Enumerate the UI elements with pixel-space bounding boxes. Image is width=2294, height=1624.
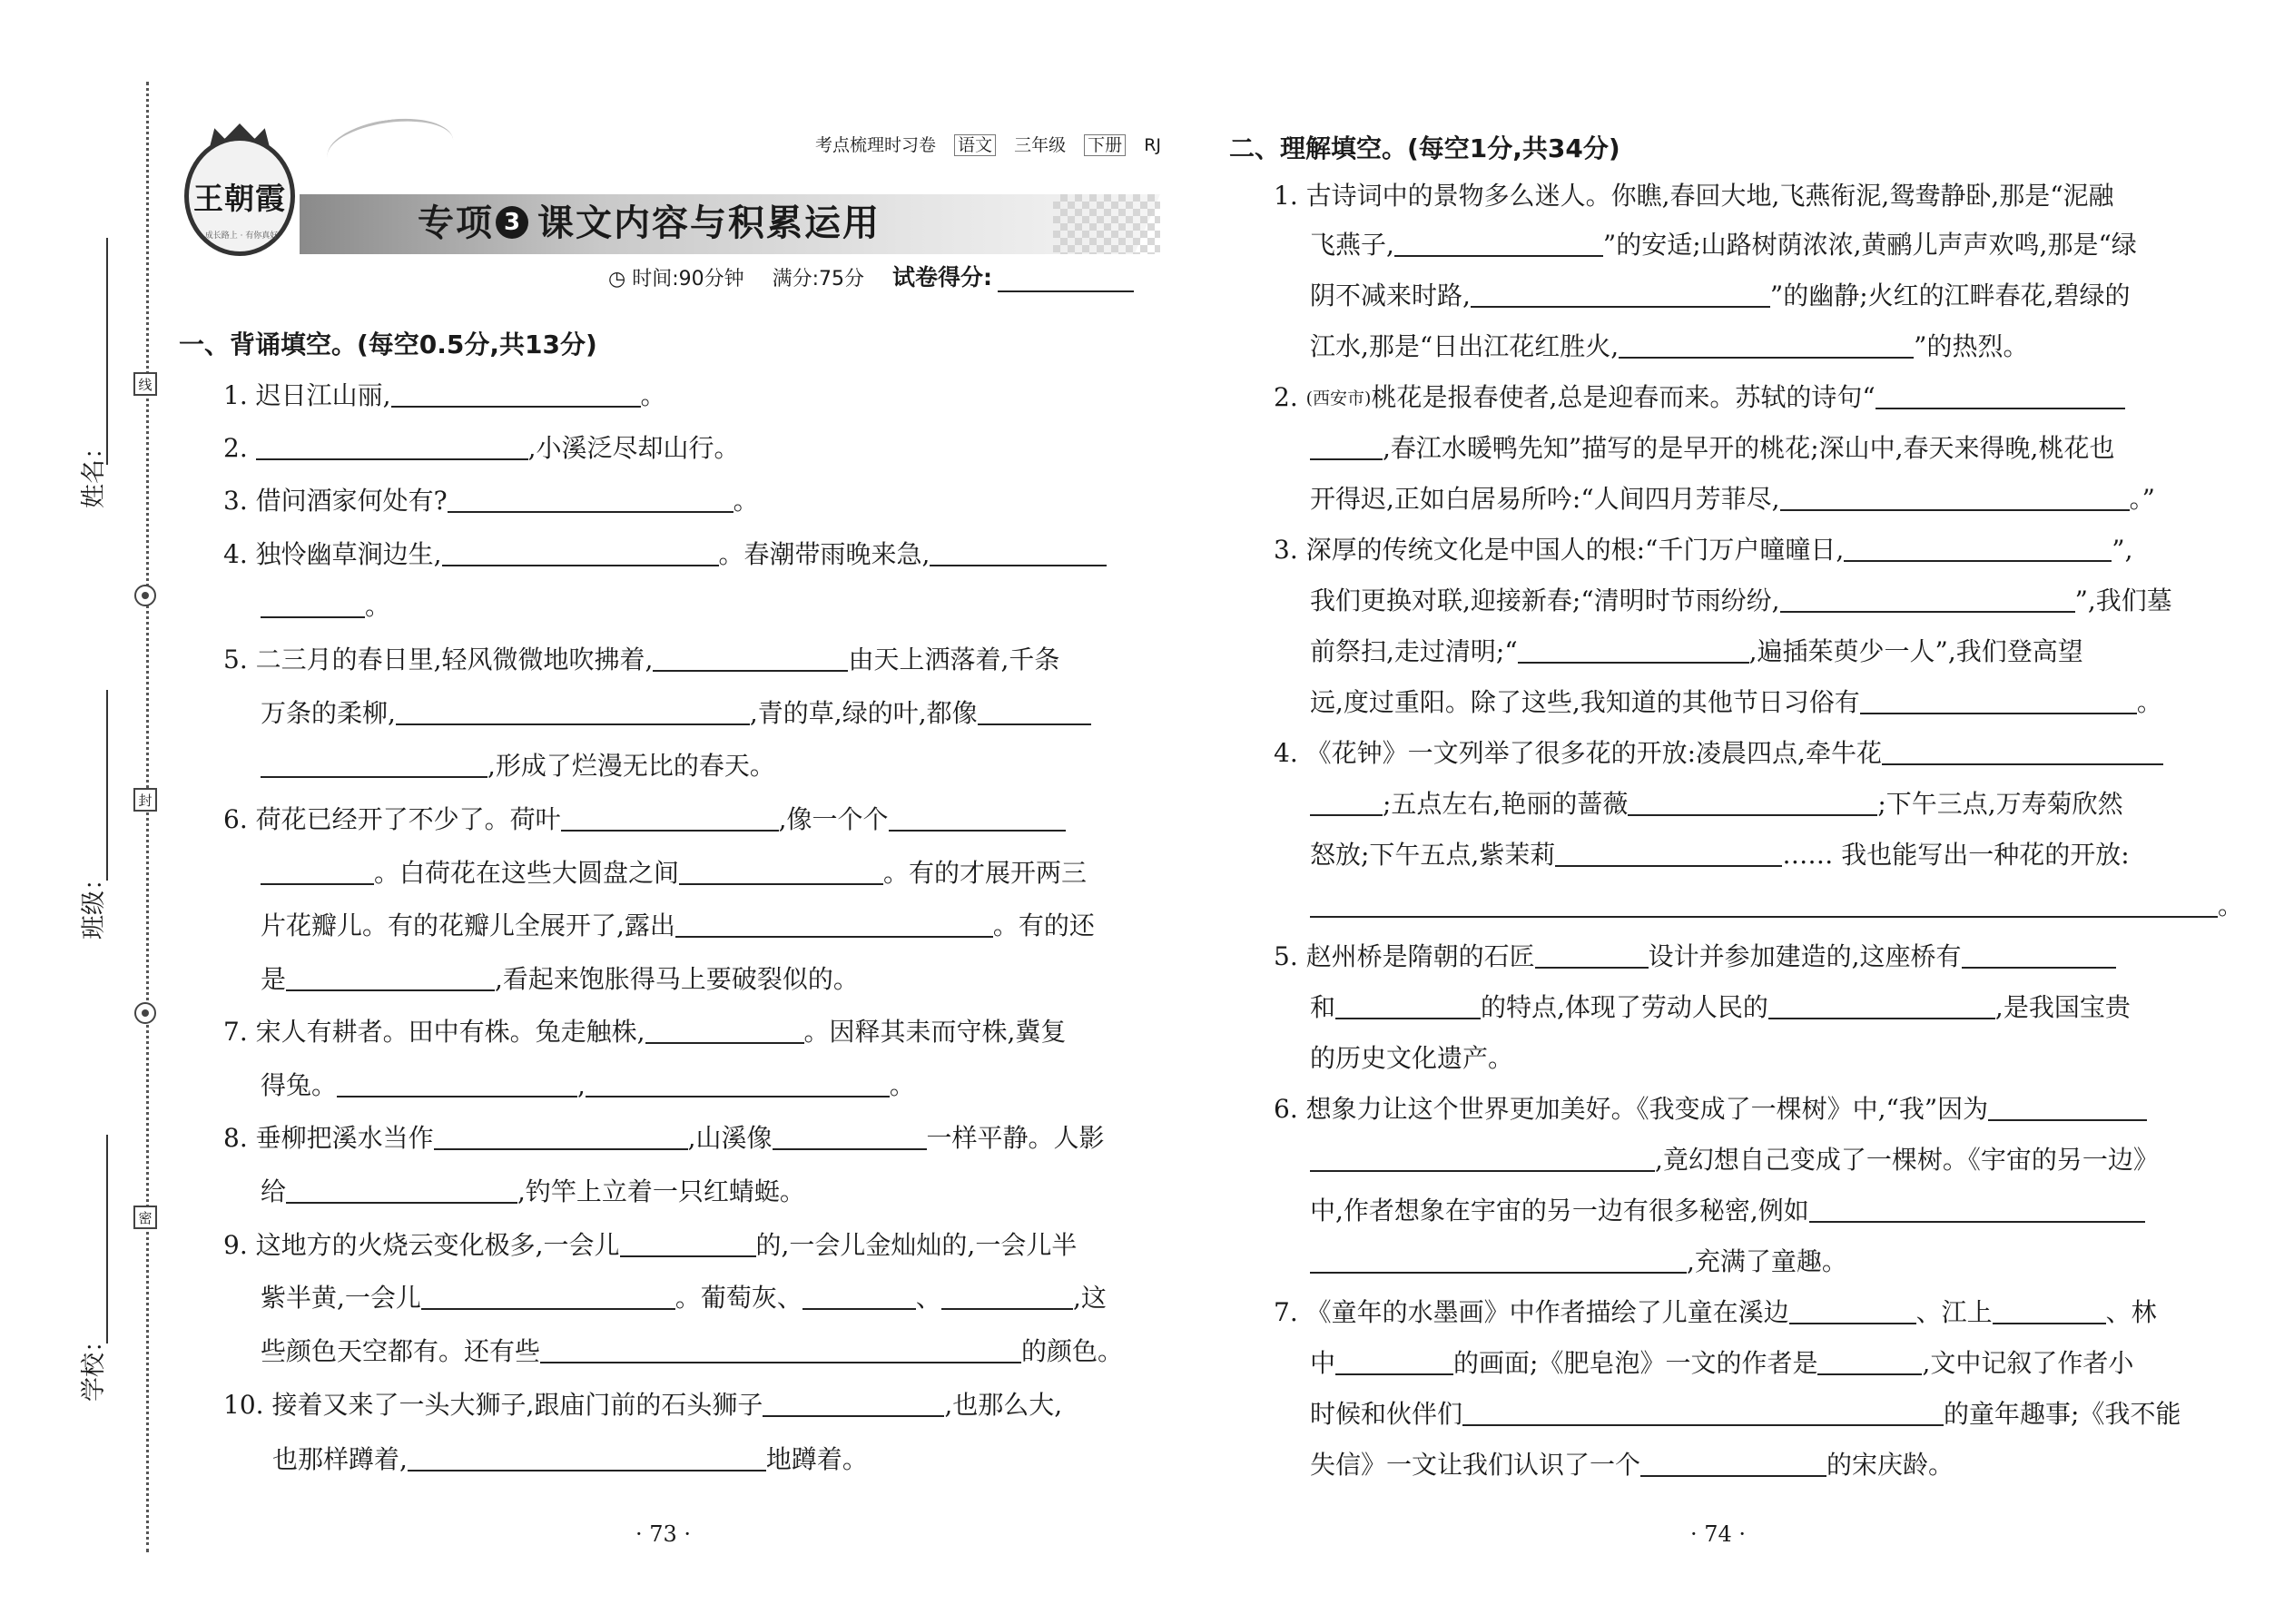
q-text: 独怜幽草涧边生, [255,539,442,569]
school-field[interactable] [106,1135,108,1343]
blank[interactable] [1962,941,2116,969]
question-2 [223,430,740,467]
question-r6 [1274,1091,2147,1127]
section-1-heading: 一、背诵填空。(每空0.5分,共13分) [179,330,597,359]
score-field[interactable] [998,269,1134,292]
q-number: 7. [1274,1297,1298,1327]
score-label: 试卷得分: [892,264,993,290]
blank[interactable] [978,698,1091,725]
question-r1-cont [1310,278,2131,314]
page-number-left: · 73 · [635,1521,692,1547]
q-text: ”的安适;山路树荫浓浓,黄鹂儿声声欢鸣,那是“绿 [1602,230,2137,260]
q-text: 。有的才展开两三 [883,858,1088,888]
question-r4-cont [1310,786,2123,822]
question-r7 [1274,1294,2157,1331]
blank[interactable] [1640,1450,1826,1477]
school-label: 学校： [80,1328,108,1402]
q-text: 时候和伙伴们 [1310,1399,1463,1429]
blank[interactable] [1471,281,1770,308]
q-number: 7. [223,1017,248,1047]
question-r3 [1274,532,2133,568]
binding-dotted-line [146,82,149,1552]
binding-mark-seal: 封 [133,788,157,812]
blank[interactable] [1518,636,1749,664]
question-r6-cont [1310,1193,2145,1229]
q-text: ,小溪泛尽却山行。 [527,433,740,463]
q-text: ,钓竿上立着一只红蜻蜓。 [517,1176,805,1206]
tag-edition: RJ [1144,135,1161,155]
q-text: ”的热烈。 [1914,331,2029,361]
blank[interactable] [408,1444,766,1471]
q-number: 4. [223,539,248,569]
blank[interactable] [773,1123,927,1150]
blank[interactable] [1335,1348,1453,1375]
question-r5-cont [1310,989,2131,1026]
q-number: 2. [1274,382,1298,412]
q-text: , [577,1070,586,1100]
question-7 [223,1014,1066,1050]
question-r5 [1274,939,2116,975]
blank[interactable] [1988,1094,2147,1121]
q-text: 想象力让这个世界更加美好。《我变成了一棵树》中,“我”因为 [1305,1094,1989,1124]
question-10 [223,1387,1062,1423]
blank[interactable] [1310,1246,1687,1274]
blank[interactable] [1789,1297,1916,1324]
q-text: …… 我也能写出一种花的开放: [1782,840,2130,870]
question-4-cont [261,588,390,625]
q-number: 3. [1274,535,1298,565]
q-text: 的历史文化遗产。 [1310,1043,1514,1073]
q-text: ,看起来饱胀得马上要破裂似的。 [495,964,859,994]
q-text: 的颜色。 [1021,1336,1124,1366]
question-6 [223,802,1066,838]
tag-volume: 下册 [1084,134,1126,156]
q-text: ,文中记叙了作者小 [1922,1348,2134,1378]
blank[interactable] [1310,1145,1655,1172]
q-text: ,山溪像 [687,1123,773,1153]
q-text: ;五点左右,艳丽的蔷薇 [1383,789,1629,819]
q-text: 、林 [2105,1297,2157,1327]
question-r7-cont [1310,1396,2181,1432]
blank[interactable] [645,1017,804,1044]
q-text: 。白荷花在这些大圆盘之间 [374,858,680,888]
q-number: 5. [223,645,248,674]
banner-pattern [1053,194,1160,254]
blank[interactable] [396,698,750,725]
blank[interactable] [1882,738,2163,765]
q-text: 。 [2218,891,2244,920]
blank[interactable] [1394,230,1603,257]
q-text: 远,度过重阳。除了这些,我知道的其他节日习俗有 [1310,687,1860,717]
q-text: ,遍插茱萸少一人”,我们登高望 [1748,636,2083,666]
tag-grade: 三年级 [1014,135,1067,155]
blank[interactable] [1555,840,1782,867]
question-r6-cont [1310,1244,1847,1280]
logo-text: 王朝霞 [193,181,286,216]
q-text: 。 [365,591,391,621]
logo-subtitle: 成长路上 · 有你真好 [204,231,279,241]
q-text: 怒放;下午五点,紫茉莉 [1310,840,1556,870]
question-r4-cont [1310,888,2243,924]
q-number: 6. [1274,1094,1298,1124]
question-r1 [1274,178,2114,214]
blank[interactable] [442,539,719,566]
blank[interactable] [1768,992,1995,1019]
blank[interactable] [802,1283,916,1310]
q-text: 迟日江山丽, [255,380,391,410]
question-r4-cont [1310,837,2130,873]
question-5 [223,642,1059,678]
binding-hole [134,585,156,606]
question-9-cont [261,1280,1107,1316]
blank[interactable] [286,964,495,991]
q-text: 深厚的传统文化是中国人的根:“千门万户曈曈日, [1305,535,1845,565]
question-r7-cont [1310,1447,1954,1483]
exam-meta [608,260,1134,292]
q-text: 宋人有耕者。田中有株。兔走触株, [255,1017,645,1047]
exam-full-score: 满分:75分 [772,268,865,290]
blank[interactable] [675,910,993,938]
title-number-badge: 3 [496,206,528,239]
q-text: 给 [261,1176,287,1206]
q-text: 设计并参加建造的,这座桥有 [1648,941,1962,971]
q-text: 得兔。 [261,1070,338,1100]
blank[interactable] [620,1230,756,1257]
blank[interactable] [261,751,487,778]
q-text: 《花钟》一文列举了很多花的开放:凌晨四点,牵牛花 [1305,738,1882,768]
blank[interactable] [1809,1196,2145,1223]
question-r3-cont [1310,583,2172,619]
blank[interactable] [421,1283,675,1310]
question-8-cont [261,1174,805,1210]
decorative-ribbon [323,112,457,186]
question-r3-cont [1310,634,2083,670]
blank[interactable] [391,380,641,408]
blank[interactable] [1462,1399,1944,1426]
q-text: 和 [1310,992,1336,1022]
q-text: 。因释其耒而守株,冀复 [803,1017,1067,1047]
question-r4 [1274,735,2163,772]
q-number: 8. [223,1123,248,1153]
question-r1-cont [1310,227,2137,263]
blank[interactable] [261,591,365,618]
blank[interactable] [434,1123,688,1150]
q-text: 。有的还 [992,910,1095,940]
blank[interactable] [1535,941,1649,969]
q-text: ,这 [1072,1283,1107,1313]
q-text: 《童年的水墨画》中作者描绘了儿童在溪边 [1305,1297,1789,1327]
q-text: ,青的草,绿的叶,都像 [749,698,978,728]
blank[interactable] [261,858,374,885]
blank[interactable] [889,804,1066,832]
q-text: 中,作者想象在宇宙的另一边有很多秘密,例如 [1310,1196,1809,1225]
q-text: 古诗词中的景物多么迷人。你瞧,春回大地,飞燕衔泥,鸳鸯静卧,那是“泥融 [1305,181,2114,211]
question-1 [223,378,666,414]
q-text: 片花瓣儿。有的花瓣儿全展开了,露出 [261,910,675,940]
question-4 [223,536,1107,573]
q-text: ,充满了童趣。 [1687,1246,1847,1276]
q-text: 借问酒家何处有? [255,486,448,516]
page-title [418,198,881,249]
exam-time: 时间:90分钟 [632,268,744,290]
q-text: 万条的柔柳, [261,698,396,728]
class-field[interactable] [106,690,108,881]
question-r5-cont [1310,1040,1513,1077]
q-text: 。” [2129,484,2155,514]
q-text: ,像一个个 [778,804,889,834]
q-text: 我们更换对联,迎接新春;“清明时节雨纷纷, [1310,586,1780,615]
q-text: ;下午三点,万寿菊欣然 [1877,789,2123,819]
blank[interactable] [1335,992,1481,1019]
binding-hole [134,1002,156,1024]
title-main: 课文内容与积累运用 [537,202,881,244]
q-text: 由天上洒落着,千条 [848,645,1060,674]
q-text: 的,一会儿金灿灿的,一会儿半 [755,1230,1078,1260]
q-text: ,是我国宝贵 [1994,992,2131,1022]
q-text: ”, [2112,535,2133,565]
blank[interactable] [540,1336,1021,1363]
q-text: 的童年趣事;《我不能 [1944,1399,2181,1429]
q-text: 。 [733,486,759,516]
q-number: 3. [223,486,248,516]
q-text: ,也那么大, [944,1390,1063,1420]
q-text: 。 [640,380,666,410]
blank[interactable] [1310,789,1383,816]
name-label: 姓名： [80,435,108,508]
q-text: 桃花是报春使者,总是迎春而来。苏轼的诗句“ [1371,382,1876,412]
q-number: 4. [1274,738,1298,768]
question-6-cont [261,855,1087,891]
blank[interactable] [653,645,848,672]
q-text: 地蹲着。 [765,1444,868,1474]
blank[interactable] [941,1283,1073,1310]
q-text: 二三月的春日里,轻风微微地吹拂着, [255,645,654,674]
q-text: 。 [889,1070,915,1100]
question-6-cont [261,908,1095,944]
q-text: 江水,那是“日出江花红胜火, [1310,331,1620,361]
blank[interactable] [561,804,779,832]
question-5-cont [261,748,775,784]
q-text: 垂柳把溪水当作 [255,1123,434,1153]
question-5-cont [261,695,1091,732]
tag-series: 考点梳理时习卷 [814,135,936,155]
region-tag: (西安市) [1305,389,1372,408]
q-text: 也那样蹲着, [272,1444,408,1474]
question-r3-cont [1310,684,2162,721]
q-number: 2. [223,433,248,463]
q-text: 一样平静。人影 [926,1123,1105,1153]
blank[interactable] [1780,586,2075,613]
tag-subject: 语文 [954,134,996,156]
q-text: ,春江水暖鸭先知”描写的是早开的桃花;深山中,春天来得晚,桃花也 [1383,433,2115,463]
blank[interactable] [1817,1348,1922,1375]
question-3 [223,483,759,519]
question-r2 [1274,379,2125,417]
question-r6-cont [1310,1142,2159,1178]
page-number-right: · 74 · [1690,1521,1747,1547]
q-text: 阴不减来时路, [1310,281,1471,310]
q-text: 失信》一文让我们认识了一个 [1310,1450,1641,1480]
title-prefix: 专项 [418,202,494,244]
blank[interactable] [763,1390,944,1417]
q-number: 6. [223,804,248,834]
question-r1-cont [1310,329,2028,365]
q-text: 接着又来了一头大狮子,跟庙门前的石头狮子 [271,1390,763,1420]
question-r2-cont [1310,430,2114,467]
blank[interactable] [679,858,883,885]
blank[interactable] [1844,535,2112,562]
blank[interactable] [1628,789,1877,816]
q-number: 1. [1274,181,1298,211]
binding-mark-line: 线 [133,372,157,396]
name-field[interactable] [106,238,108,465]
blank[interactable] [337,1070,577,1097]
q-text: 荷花已经开了不少了。荷叶 [255,804,561,834]
blank[interactable] [1860,687,2137,714]
q-text: 中 [1310,1348,1336,1378]
q-text: 这地方的火烧云变化极多,一会儿 [255,1230,620,1260]
q-text: 的特点,体现了劳动人民的 [1481,992,1768,1022]
blank[interactable] [586,1070,890,1097]
clock-icon: ◷ [608,268,626,290]
q-number: 10. [223,1390,264,1420]
q-text: 紫半黄,一会儿 [261,1283,421,1313]
question-10-cont [272,1442,868,1478]
q-text: ”,我们墓 [2074,586,2172,615]
q-text: 。葡萄灰、 [674,1283,802,1313]
q-text: ,形成了烂漫无比的春天。 [487,751,775,781]
blank[interactable] [1310,891,2218,918]
q-text: 、江上 [1915,1297,1993,1327]
blank[interactable] [930,539,1107,566]
q-text: 的画面;《肥皂泡》一文的作者是 [1453,1348,1818,1378]
blank[interactable] [448,486,733,513]
blank[interactable] [1993,1297,2106,1324]
q-text: ”的幽静;火红的江畔春花,碧绿的 [1769,281,2131,310]
q-text: ,竟幻想自己变成了一棵树。《宇宙的另一边》 [1655,1145,2159,1175]
blank[interactable] [286,1176,517,1204]
q-text: 。春潮带雨晚来急, [718,539,930,569]
binding-mark-dense: 密 [133,1206,157,1229]
blank[interactable] [1310,433,1383,460]
class-label: 班级： [80,866,108,940]
blank[interactable] [256,433,528,460]
q-number: 1. [223,380,248,410]
question-8 [223,1120,1105,1156]
question-r2-cont [1310,481,2155,517]
q-number: 5. [1274,941,1298,971]
q-text: 。 [2136,687,2162,717]
q-text: 开得迟,正如白居易所吟:“人间四月芳菲尽, [1310,484,1780,514]
blank[interactable] [1780,484,2130,511]
question-7-cont [261,1068,915,1104]
question-r7-cont [1310,1345,2133,1382]
q-text: 的宋庆龄。 [1826,1450,1954,1480]
q-text: 是 [261,964,287,994]
question-6-cont [261,961,859,998]
q-text: 赵州桥是隋朝的石匠 [1305,941,1535,971]
section-2-heading: 二、理解填空。(每空1分,共34分) [1229,133,1620,163]
question-9-cont [261,1334,1123,1370]
blank[interactable] [1876,382,2125,409]
q-text: 、 [915,1283,941,1313]
q-number: 9. [223,1230,248,1260]
question-9 [223,1227,1077,1264]
q-text: 飞燕子, [1310,230,1394,260]
blank[interactable] [1619,331,1914,359]
q-text: 些颜色天空都有。还有些 [261,1336,541,1366]
paper-tags [802,132,1161,156]
q-text: 前祭扫,走过清明;“ [1310,636,1518,666]
